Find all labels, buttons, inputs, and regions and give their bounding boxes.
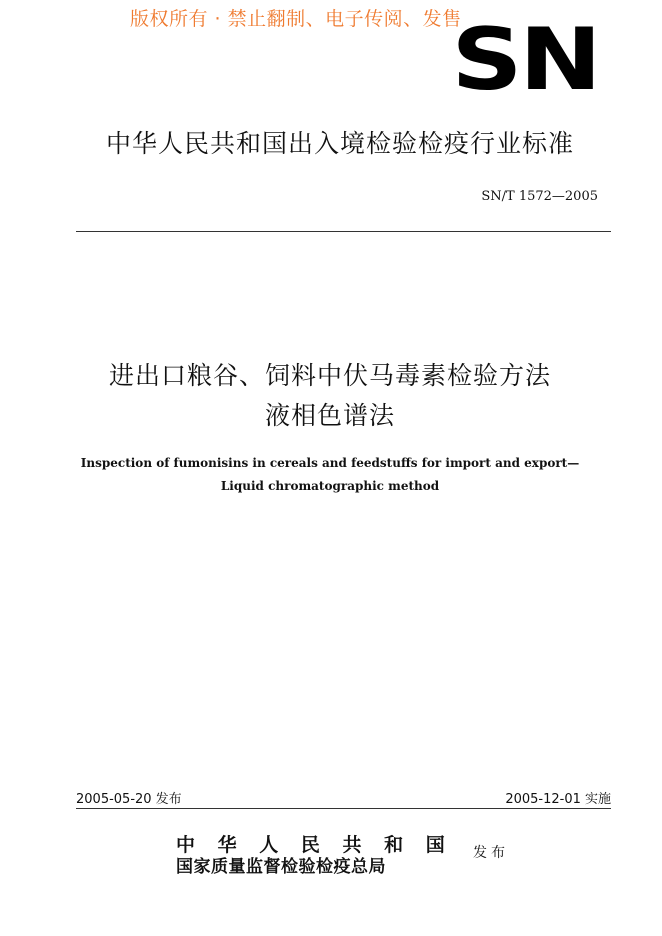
document-title-en-line1: Inspection of fumonisins in cereals and feedstuffs for import and export— — [80, 456, 580, 470]
issuer-line1: 中 华 人 民 共 和 国 — [176, 834, 453, 856]
document-title-en-line2: Liquid chromatographic method — [220, 479, 440, 493]
copyright-watermark: 版权所有 · 禁止翻制、电子传阅、发售 — [130, 8, 462, 30]
header-divider — [76, 231, 611, 232]
sn-logo: SN — [451, 10, 599, 110]
standard-category: 中华人民共和国出入境检验检疫行业标准 — [105, 129, 574, 158]
footer-divider — [76, 808, 611, 809]
standard-code: SN/T 1572—2005 — [481, 189, 598, 204]
document-title-cn-line2: 液相色谱法 — [264, 401, 395, 430]
effective-date: 2005-12-01 实施 — [505, 792, 611, 807]
issue-date: 2005-05-20 发布 — [76, 792, 182, 807]
document-title-cn-line1: 进出口粮谷、饲料中伏马毒素检验方法 — [108, 361, 551, 390]
issuer-line2: 国家质量监督检验检疫总局 — [176, 857, 386, 877]
issue-word: 发布 — [473, 845, 509, 861]
